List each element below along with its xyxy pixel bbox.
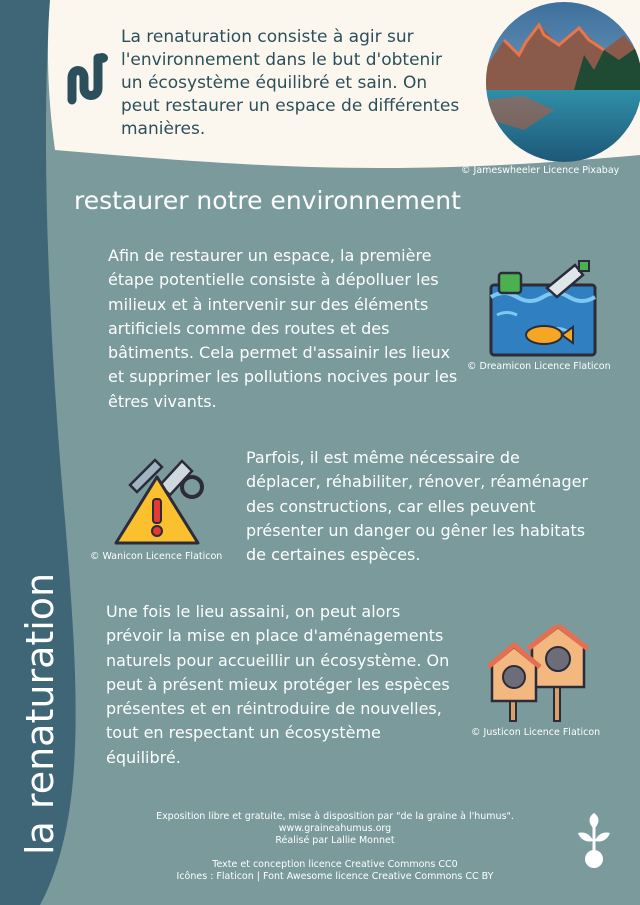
footer-icons-license: Icônes : Flaticon | Font Awesome licence Creative Commons CC BY — [176, 871, 494, 882]
block-3-credit: © Justicon Licence Flaticon — [471, 727, 601, 738]
photo-credit: © Jameswheeler Licence Pixabay — [461, 165, 620, 176]
warning-tools-icon — [110, 455, 205, 547]
footer-website: www.graineahumus.org — [278, 823, 392, 834]
block-1-text: Afin de restaurer un espace, la première étape potentielle consiste à dépolluer les milieux et à intervenir sur des éléments artificiels comme des routes et des bâtiments. Cela permet d'assainir les lieux et supprimer les pollutions nocives pour les êtres vivants. — [108, 246, 458, 411]
footer-line-1: Exposition libre et gratuite, mise à disposition par "de la graine à l'humus". — [156, 811, 514, 822]
footer-author: Réalisé par Lallie Monnet — [275, 835, 395, 846]
block-2-text: Parfois, il est même nécessaire de déplacer, réhabiliter, rénover, réaménager des constructions, car elles peuvent présenter un danger ou gêner les habitats de certaines espèces. — [246, 448, 589, 565]
footer-license: Texte et conception licence Creative Commons CC0 — [212, 859, 458, 870]
sprout-logo-icon — [574, 813, 614, 869]
block-2-credit: © Wanicon Licence Flaticon — [90, 551, 223, 562]
block-3-text: Une fois le lieu assaini, on peut alors prévoir la mise en place d'aménagements naturels pour accueillir un écosystème. On peut à présent mieux protéger les espèces présentes et en réintroduire de nouvelles, tout en respectant un écosystème équilibré. — [106, 602, 450, 767]
water-pollution-icon — [487, 253, 599, 358]
section-title: restaurer notre environnement — [74, 186, 461, 215]
graine-logo-icon — [62, 50, 110, 106]
birdhouse-icon — [488, 625, 588, 723]
mountain-lake-photo — [484, 0, 640, 162]
vertical-title: la renaturation — [18, 572, 62, 855]
intro-text: La renaturation consiste à agir sur l'environnement dans le but d'obtenir un écosystème équilibré et sain. On peut restaurer un espace de différentes manières. — [121, 27, 460, 139]
block-1-credit: © Dreamicon Licence Flaticon — [467, 361, 611, 372]
